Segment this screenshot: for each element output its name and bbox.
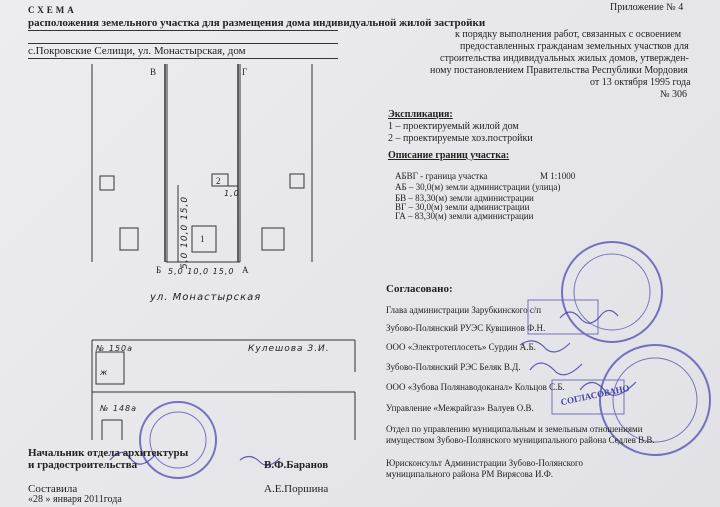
approval-row-9: муниципального района РМ Вирясова И.Ф. [386,469,554,479]
corner-a-label: А [242,265,249,275]
approval-row-3: Зубово-Полянский РЭС Беляк В.Д. [386,362,521,372]
appendix-line-3: строительства индивидуальных жилых домов, утвержден- [440,53,689,64]
explication-item-2: 2 – проектируемые хоз.постройки [388,133,533,144]
appendix-line-1: к порядку выполнения работ, связанных с освоением [455,29,682,40]
boundaries-heading: Описание границ участка: [388,150,510,161]
address-line: с.Покровские Селищи, ул. Монастырская, дом [28,45,246,57]
boundary-row-2: БВ – 83,30(м) земли администрации [395,193,534,203]
boundary-row-1: АБ – 30,0(м) земли администрации (улица) [395,182,561,192]
boundary-row-3: ВГ – 30,0(м) земли администрации [395,202,530,212]
schema-heading: СХЕМА [28,5,77,15]
chief-title-1: Начальник отдела архитектуры [28,447,189,459]
neighbor-label: Кулешова З.И. [248,344,330,354]
corner-v-label: В [150,67,157,77]
corner-b-label: Б [156,265,162,275]
approvals-heading: Согласовано: [386,283,453,295]
appendix-line-5: от 13 октября 1995 года [590,77,691,88]
approval-row-2: ООО «Электротеплосеть» Сурдин А.Б. [386,342,536,352]
right-dimension: 1,0 [224,189,240,198]
appendix-label: Приложение № 4 [610,2,684,13]
approved-stamp-text: СОГЛАСОВАНО [559,382,631,408]
boundary-row-4: ГА – 83,30(м) земли администрации [395,211,534,221]
approval-row-6: Отдел по управлению муниципальным и земельным отношениями [386,424,643,434]
street-label: ул. Монастырская [150,292,262,303]
approval-row-1: Зубово-Полянский РУЭС Кувшинов Ф.Н. [386,323,546,333]
approval-row-7: имуществом Зубово-Полянского муниципального района Седлев В.В. [386,435,655,445]
bottom-dimensions: 5,0 10,0 15,0 [168,267,235,276]
appendix-line-2: предоставленных гражданам земельных участков для [460,41,689,52]
building-1-label: 1 [200,234,205,244]
document-date: «28 » января 2011года [28,494,122,505]
building-2-label: 2 [216,176,221,186]
chief-title-2: и градостроительства [28,459,138,471]
appendix-line-4: ному постановлением Правительства Республики Мордовия [430,65,688,76]
approval-row-0: Глава администрации Зарубкинского с/п [386,305,542,315]
composed-name: А.Е.Поршина [264,483,329,495]
approval-row-4: ООО «Зубова Полянаводоканал» Кольцов С.Б. [386,382,565,392]
corner-g-label: Г [242,67,248,77]
approval-row-8: Юрисконсульт Администрации Зубово-Полянского [386,458,584,468]
lot-mark: ж [100,368,109,377]
vertical-dimensions: 5,0 10,0 15,0 [180,195,190,269]
document-title: расположения земельного участка для размещения дома индивидуальной жилой застройки [28,17,486,29]
map-scale: М 1:1000 [540,171,576,181]
composed-label: Составила [28,483,78,495]
chief-name: В.Ф.Баранов [264,459,329,471]
boundary-row-0: АБВГ - граница участка [395,171,488,181]
lot-148a-label: № 148а [100,404,138,413]
lot-150a-label: № 150а [96,344,134,353]
appendix-line-6: № 306 [660,89,688,100]
explication-item-1: 1 – проектируемый жилой дом [388,121,519,132]
approval-row-5: Управление «Межрайгаз» Валуев О.В. [386,403,534,413]
explication-heading: Экспликация: [388,109,453,120]
